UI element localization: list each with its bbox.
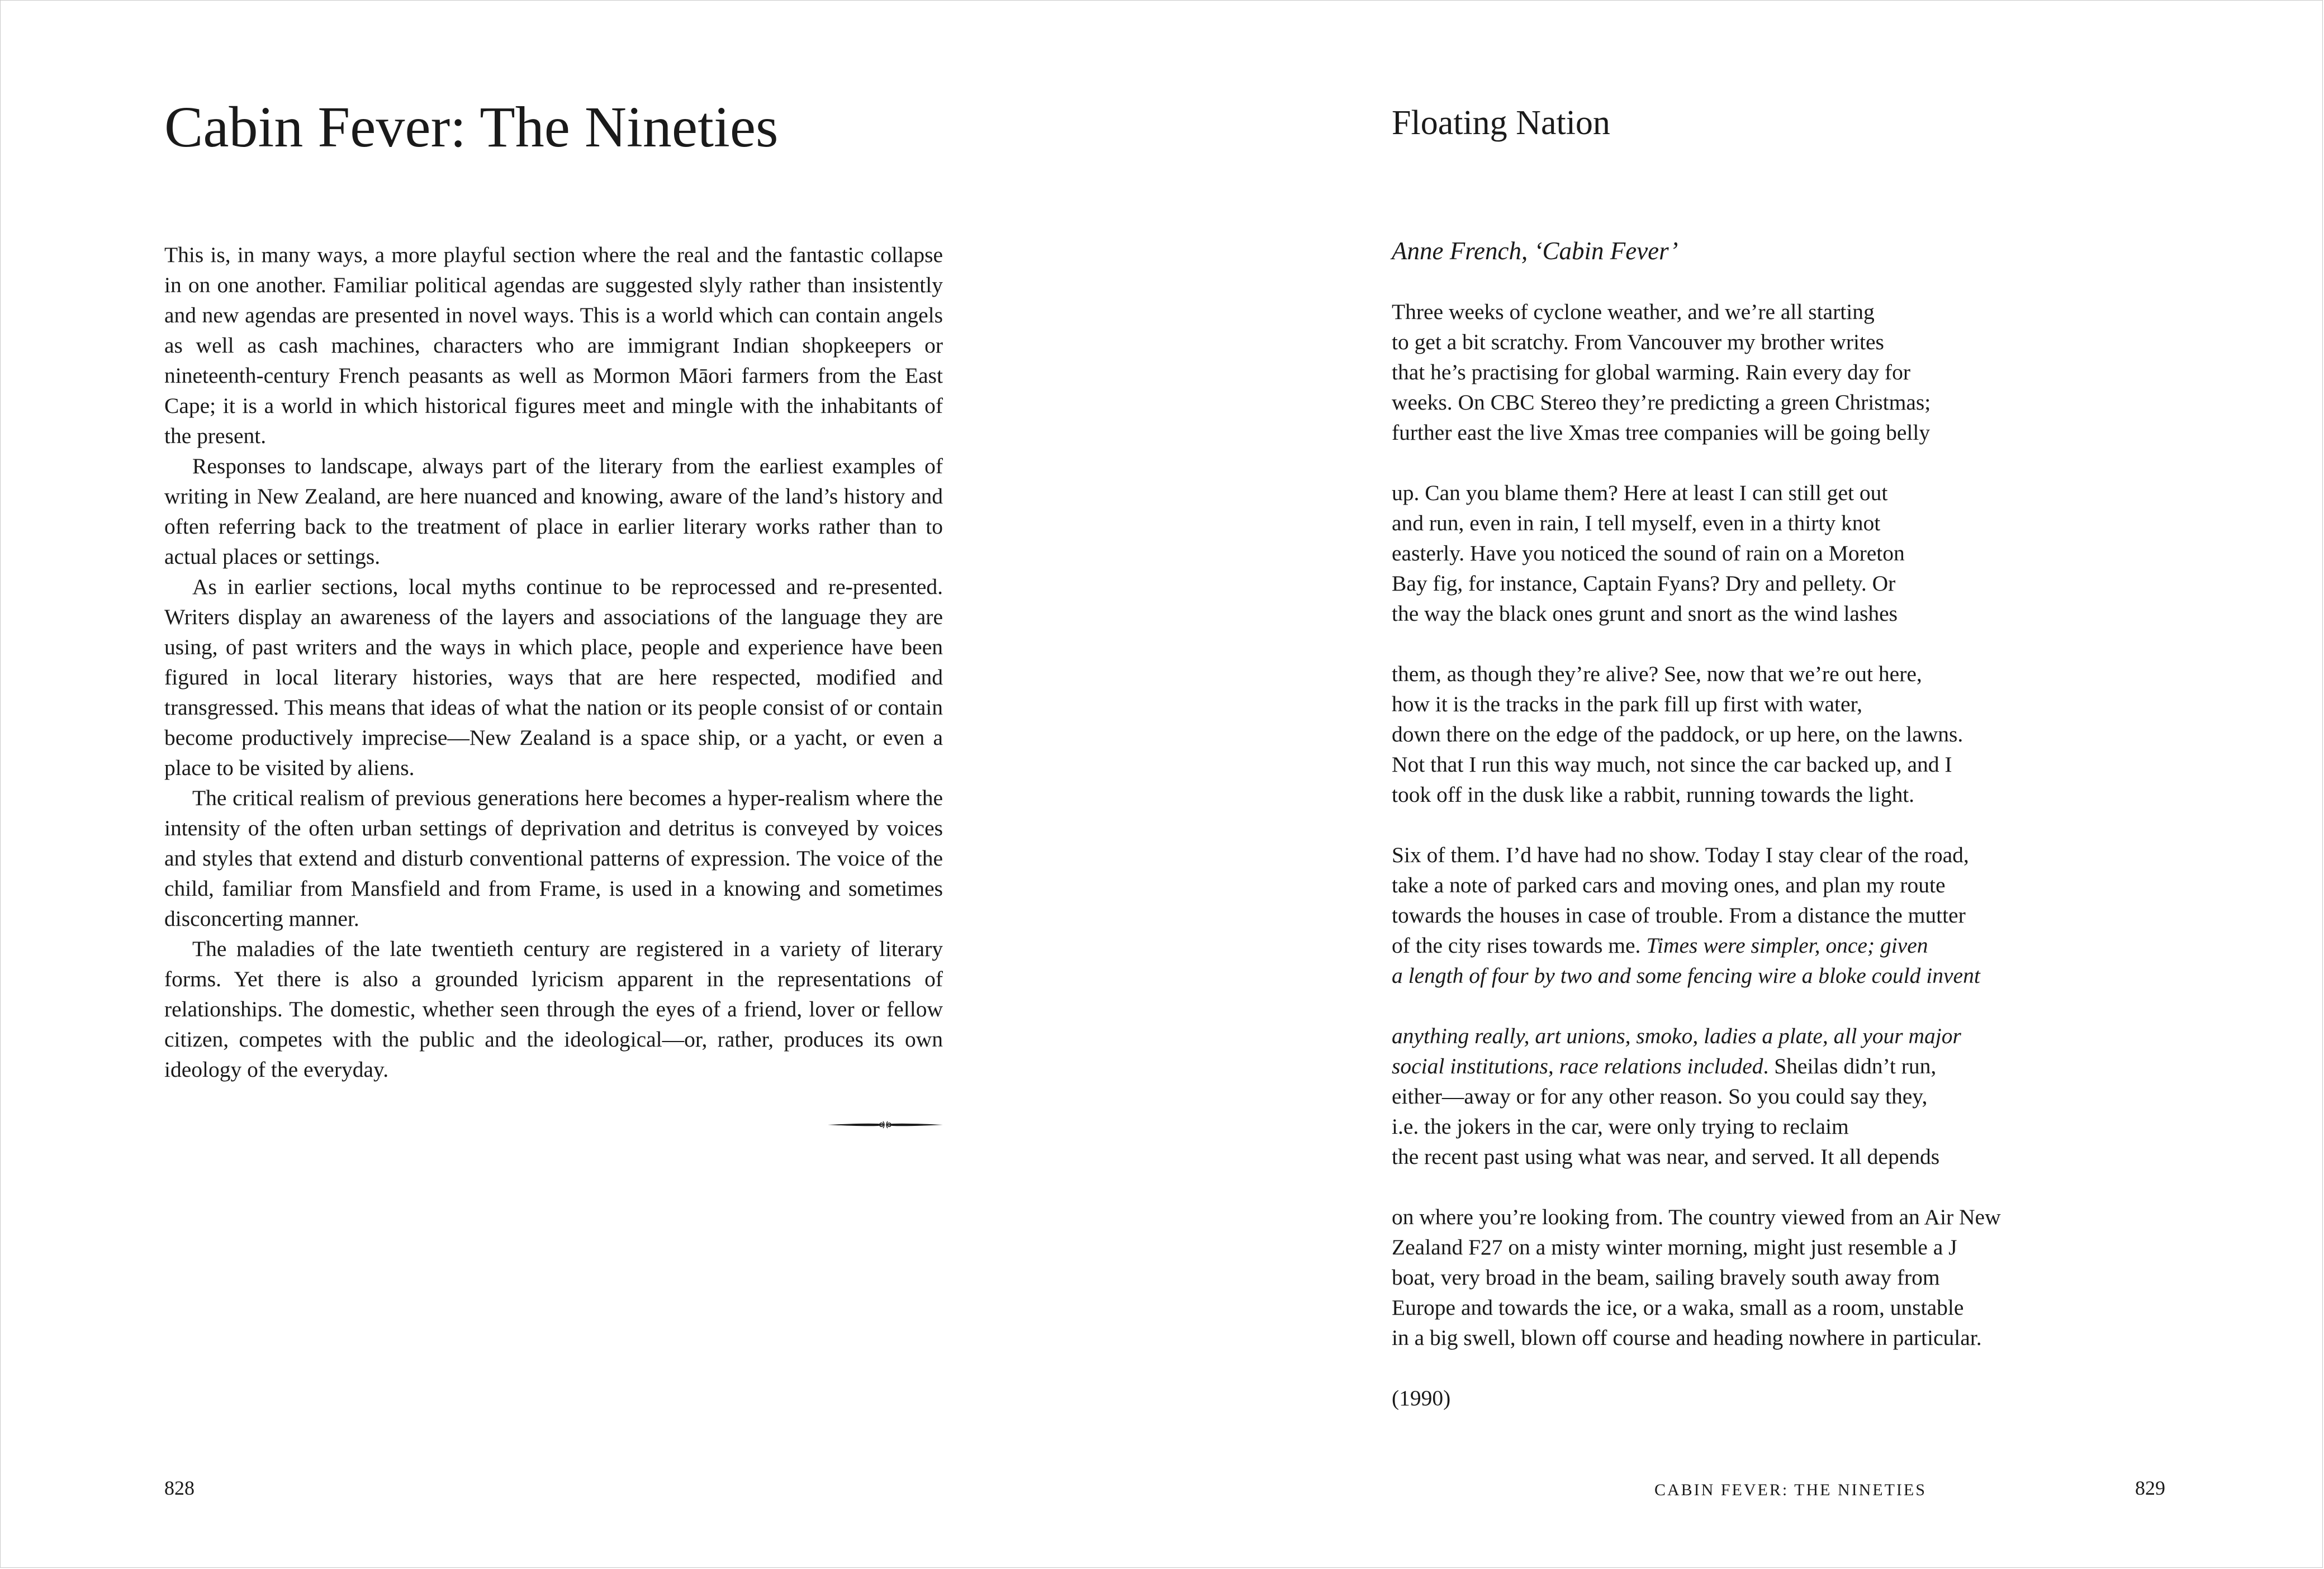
poem-line-italic: a length of four by two and some fencing wire a bloke could invent: [1392, 963, 1980, 988]
poem-line: took off in the dusk like a rabbit, running towards the light.: [1392, 782, 1915, 807]
poem-line: in a big swell, blown off course and heading nowhere in particular.: [1392, 1325, 1982, 1350]
poem-line: further east the live Xmas tree companies will be going belly: [1392, 420, 1931, 445]
poem-line: [1392, 1051, 2118, 1081]
stanza-5: [1392, 1021, 2118, 1172]
poem-line-italic: social institutions, race relations included: [1392, 1054, 1763, 1078]
stanza-6: [1392, 1202, 2118, 1353]
poem-line: towards the houses in case of trouble. From a distance the mutter: [1392, 903, 1966, 928]
poem-line: how it is the tracks in the park fill up first with water,: [1392, 692, 1862, 716]
poem-line-italic: Times were simpler, once; given: [1646, 933, 1928, 958]
poem-date: (1990): [1392, 1386, 1451, 1410]
intro-paragraph-5: The maladies of the late twentieth century are registered in a variety of literary forms. Yet there is also a grounded lyricism apparent in the representations of relationships. The domestic, whether seen through the eyes of a friend, lover or fellow citizen, competes with the public and the ideological—or, rather, produces its own ideology of the everyday.: [164, 936, 943, 1082]
intro-paragraph-1: This is, in many ways, a more playful section where the real and the fantastic collapse in on one another. Familiar political agendas are suggested slyly rather than insistently and new agendas are presented in novel ways. This is a world which can contain angels as well as cash machines, characters who are immigrant Indian shopkeepers or nineteenth-century French peasants as well as Mormon Māori farmers from the East Cape; it is a world in which historical figures meet and mingle with the inhabitants of the present.: [164, 243, 943, 448]
ornament-divider-icon: [828, 1118, 943, 1131]
intro-paragraph-4: The critical realism of previous generations here becomes a hyper-realism where the intensity of the often urban settings of deprivation and detritus is conveyed by voices and styles that extend and disturb conventional patterns of expression. The voice of the child, familiar from Mansfield and from Frame, is used in a knowing and sometimes disconcerting manner.: [164, 786, 943, 931]
poem-line: them, as though they’re alive? See, now that we’re out here,: [1392, 662, 1922, 686]
stanza-4: [1392, 840, 2118, 991]
section-title: Cabin Fever: The Nineties: [164, 95, 779, 159]
poem-byline: Anne French, ‘Cabin Fever’: [1392, 237, 1678, 265]
piece-title: Floating Nation: [1392, 104, 1610, 142]
left-page: [1, 1, 1163, 1568]
section-introduction: [164, 240, 943, 1085]
stanza-1: [1392, 297, 2118, 448]
poem-line: Three weeks of cyclone weather, and we’re all starting: [1392, 299, 1875, 324]
poem-line-roman: . Sheilas didn’t run,: [1763, 1054, 1937, 1078]
poem-line-italic: anything really, art unions, smoko, ladies a plate, all your major: [1392, 1024, 1961, 1048]
page-number-left: 828: [164, 1477, 195, 1499]
poem-line: i.e. the jokers in the car, were only trying to reclaim: [1392, 1114, 1849, 1139]
poem-line: Bay fig, for instance, Captain Fyans? Dry and pellety. Or: [1392, 571, 1896, 596]
poem-line: and run, even in rain, I tell myself, even in a thirty knot: [1392, 511, 1881, 535]
running-head: CABIN FEVER: THE NINETIES: [1654, 1481, 1927, 1499]
poem-line: the way the black ones grunt and snort as the wind lashes: [1392, 601, 1898, 626]
poem-line: Six of them. I’d have had no show. Today I stay clear of the road,: [1392, 843, 1969, 867]
stanza-3: [1392, 659, 2118, 810]
poem-line: Not that I run this way much, not since the car backed up, and I: [1392, 752, 1952, 777]
poem-line: to get a bit scratchy. From Vancouver my brother writes: [1392, 330, 1884, 354]
poem-line: [1392, 930, 2118, 961]
poem-line: take a note of parked cars and moving ones, and plan my route: [1392, 873, 1946, 897]
poem-line: easterly. Have you noticed the sound of rain on a Moreton: [1392, 541, 1905, 565]
poem-line-roman: of the city rises towards me.: [1392, 933, 1641, 958]
intro-paragraph-2: Responses to landscape, always part of the literary from the earliest examples of writing in New Zealand, are here nuanced and knowing, aware of the land’s history and often referring back to the treatment of place in earlier literary works rather than to actual places or settings.: [164, 454, 943, 569]
poem-line: either—away or for any other reason. So you could say they,: [1392, 1084, 1928, 1109]
poem-line: that he’s practising for global warming. Rain every day for: [1392, 360, 1910, 384]
poem-line: down there on the edge of the paddock, or up here, on the lawns.: [1392, 722, 1963, 747]
right-page: [1163, 1, 2323, 1568]
poem-line: Europe and towards the ice, or a waka, small as a room, unstable: [1392, 1295, 1964, 1320]
poem-text: [1392, 297, 2118, 1413]
page-number-right: 829: [2135, 1477, 2165, 1499]
stanza-2: [1392, 478, 2118, 629]
poem-line: weeks. On CBC Stereo they’re predicting a green Christmas;: [1392, 390, 1931, 415]
poem-line: the recent past using what was near, and served. It all depends: [1392, 1144, 1940, 1169]
poem-line: Zealand F27 on a misty winter morning, might just resemble a J: [1392, 1235, 1957, 1259]
poem-line: on where you’re looking from. The country viewed from an Air New: [1392, 1205, 2001, 1229]
poem-line: boat, very broad in the beam, sailing bravely south away from: [1392, 1265, 1940, 1290]
poem-line: up. Can you blame them? Here at least I can still get out: [1392, 481, 1888, 505]
intro-paragraph-3: As in earlier sections, local myths continue to be reprocessed and re-presented. Writers display an awareness of the layers and associations of the language they are using, of past writers and the ways in which place, people and experience have been figured in local literary histories, ways that are here respected, modified and transgressed. This means that ideas of what the nation or its people consist of or contain become productively imprecise—New Zealand is a space ship, or a yacht, or even a place to be visited by aliens.: [164, 574, 943, 780]
